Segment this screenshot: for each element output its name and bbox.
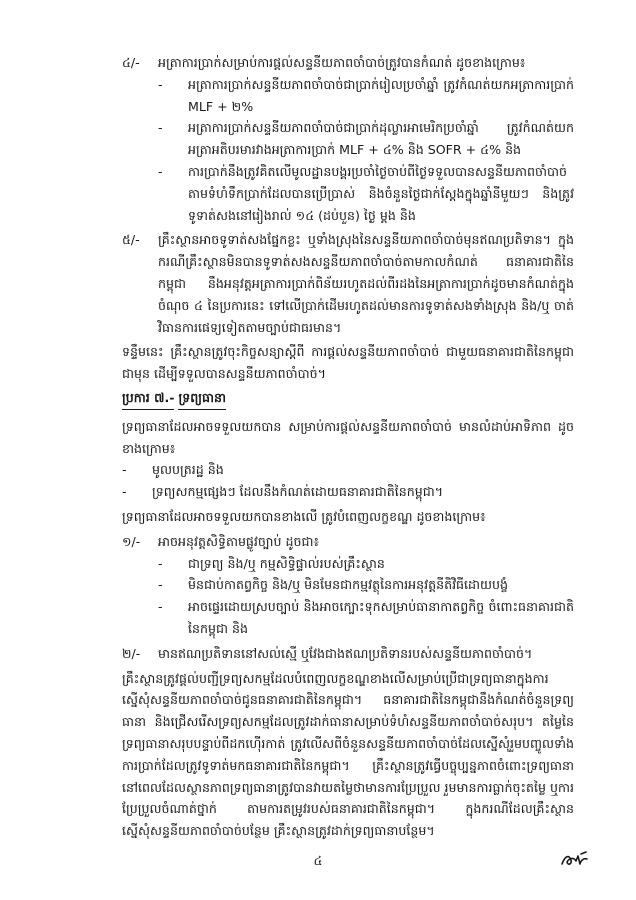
dash-bullet: - xyxy=(158,76,163,92)
section-label: ប្រការ ៧.- xyxy=(122,387,174,410)
paragraph: ទ្រព្យធានាដែលអាចទទួលយកបាន សម្រាប់ការផ្តល់សន្ទនីយភាពចាំបាច់ មានលំដាប់អាទិភាព ដូចខាងក្រោម៖ xyxy=(122,418,574,456)
section-heading xyxy=(122,387,574,410)
item-text: អាចអនុវត្តសិទ្ធិតាមផ្លូវច្បាប់ ដូចជា៖ xyxy=(158,533,319,549)
signature-icon xyxy=(560,848,590,870)
dash-bullet: - xyxy=(158,555,163,571)
paragraph: ទ្រព្យធានាដែលអាចទទួលយកបានខាងលើ ត្រូវបំពេញលក្ខខណ្ឌ ដូចខាងក្រោម៖ xyxy=(122,508,486,524)
dash-bullet: - xyxy=(122,462,127,478)
section-title: ទ្រព្យធានា xyxy=(178,387,225,410)
item-text: អត្រាការប្រាក់សម្រាប់ការផ្តល់សន្ទនីយភាពចាំបាច់ត្រូវបានកំណត់ ដូចខាងក្រោម៖ xyxy=(158,55,526,70)
item-4 xyxy=(122,52,574,74)
item-5 xyxy=(122,229,574,338)
list-item-text: ជាទ្រព្យ និង/ឬ កម្មសិទ្ធិផ្ទាល់របស់គ្រឹះស្ថាន xyxy=(188,555,385,571)
item-number: ១/- xyxy=(122,533,141,549)
condition-1 xyxy=(122,531,574,553)
list-item-text: អត្រាការប្រាក់សន្ទនីយភាពចាំបាច់ជាប្រាក់ដុល្លារអាមេរិកប្រចាំឆ្នាំ ត្រូវកំណត់យកអត្រាអតិបរមារវាងអត្រាការប្រាក់ MLF + ៤% និង SOFR + ៤% និង xyxy=(188,120,574,158)
dash-bullet: - xyxy=(122,484,127,500)
list-item xyxy=(122,459,574,481)
item-number: ៤/- xyxy=(122,55,140,70)
dash-bullet: - xyxy=(158,120,163,136)
list-item xyxy=(122,553,574,575)
dash-bullet: - xyxy=(158,163,163,179)
list-item xyxy=(122,74,574,118)
list-item-text: មូលបត្ររដ្ឋ និង xyxy=(152,462,224,478)
condition-2 xyxy=(122,643,574,665)
list-item xyxy=(122,117,574,161)
list-item xyxy=(122,596,574,640)
list-item-text: អត្រាការប្រាក់សន្ទនីយភាពចាំបាច់ជាប្រាក់រៀលប្រចាំឆ្នាំ ត្រូវកំណត់យកអត្រាការប្រាក់ MLF + ២% xyxy=(188,76,574,114)
list-item-text: អាចផ្ទេរដោយស្របច្បាប់ និងអាចក្បោះទុកសម្រាប់ធានាកាតព្វកិច្ច ចំពោះធនាគារជាតិនៃកម្ពុជា និង xyxy=(188,599,574,636)
list-item xyxy=(122,574,574,596)
page-number: ៤ xyxy=(313,853,323,868)
item-number: ៥/- xyxy=(122,232,140,248)
dash-bullet: - xyxy=(158,599,163,615)
list-item-text: ទ្រព្យសកម្មផ្សេងៗ ដែលនឹងកំណត់ដោយធនាគារជាតិនៃកម្ពុជា។ xyxy=(152,484,444,500)
item-text: គ្រឹះស្ថានអាចទូទាត់សងផ្នែកខ្លះ ឬទាំងស្រុងនៃសន្ទនីយភាពចាំបាច់មុនឥណប្រតិទាន។ ក្នុងករណីគ្រឹះស្ថានមិនបានទូទាត់សងសន្ទនីយភាពចាំបាច់តាមកាលកំណត់ ធនាគារជាតិនៃកម្ពុជា នឹងអនុវត្តអត្រាការប្រាក់ពិន័យរហូតដល់ពីរដងនៃអត្រាការប្រាក់ដូចមានកំណត់ក្នុងចំណុច ៤ នៃប្រការនេះ ទៅលើប្រាក់ដើមរហូតដល់មានការទូទាត់សងទាំងស្រុង និង/ឬ ចាត់វិធានការផេទ្យទៀតតាមច្បាប់ជាធរមាន។ xyxy=(158,232,574,335)
list-item-text: មិនជាប់កាតព្វកិច្ច និង/ឬ មិនមែនជាកម្មវត្ថុនៃការអនុវត្តនីតិវិធីដោយបង្ខំ xyxy=(188,577,509,593)
list-item xyxy=(122,161,574,226)
item-text: មានឥណប្រតិទាននៅសល់ស្មើ ឬវែងជាងឥណប្រតិទានរបស់សន្ទនីយភាពចាំបាច់។ xyxy=(158,645,533,661)
paragraph: គ្រឹះស្ថានត្រូវផ្តល់បញ្ជីទ្រព្យសកម្មដែលបំពេញលក្ខខណ្ឌខាងលើសម្រាប់ប្រើជាទ្រព្យធានាក្នុងការស្នើសុំសន្ទនីយភាពចាំបាច់ជូនធនាគារជាតិនៃកម្ពុជា។ ធនាគារជាតិនៃកម្ពុជានឹងកំណត់ចំនួនទ្រព្យធានា និងជ្រើសរើសទ្រព្យសកម្មដែលត្រូវដាក់ធានាសម្រាប់ទំហំសន្ទនីយភាពចាំបាច់សរុប។ តម្លៃនៃទ្រព្យធានាសរុបបន្ទាប់ពីដកហ៊ើរកាត់ ត្រូវលើសពីចំនួនសន្ទនីយភាពចាំបាច់ដែលស្នើសុំរួមបញ្ចូលទាំងការប្រាក់ដែលត្រូវទូទាត់មកធនាគារជាតិនៃកម្ពុជា។ គ្រឹះស្ថានត្រូវធ្វើបច្ចុប្បន្នភាពចំពោះទ្រព្យធានា នៅពេលដែលស្ថានភាពទ្រព្យធានាត្រូវបានវាយតម្លៃថាមានការប្រែប្រួល រួមមានការធ្លាក់ចុះតម្លៃ ឬការប្រែប្រួលចំណាត់ថ្នាក់ តាមការតម្រូវរបស់ធនាគារជាតិនៃកម្ពុជា។ ក្នុងករណីដែលគ្រឹះស្ថានស្នើសុំសន្ទនីយភាពចាំបាច់បន្ថែម គ្រឹះស្ថានត្រូវដាក់ទ្រព្យធានាបន្ថែម។ xyxy=(122,670,574,839)
list-item-text: ការប្រាក់នឹងត្រូវគិតលើមូលដ្ឋានបង្គរប្រចាំថ្ងៃចាប់ពីថ្ងៃទទួលបានសន្ទនីយភាពចាំបាច់ តាមទំហំទឹកប្រាក់ដែលបានប្រើប្រាស់ និងចំនួនថ្ងៃជាក់ស្តែងក្នុងឆ្នាំនីមួយៗ និងត្រូវទូទាត់សងនៅរៀងរាល់ ១៤ (ដប់បួន) ថ្ងៃ ម្តង និង xyxy=(188,163,574,223)
item-number: ២/- xyxy=(122,645,141,661)
list-item xyxy=(122,481,574,503)
paragraph: ទន្ទឹមនេះ គ្រឹះស្ថានត្រូវចុះកិច្ចសន្យាស្តីពី ការផ្តល់សន្ទនីយភាពចាំបាច់ ជាមួយធនាគារជាតិនៃកម្ពុជាជាមុន ដើម្បីទទួលបានសន្ទនីយភាពចាំបាច់។ xyxy=(122,344,574,382)
dash-bullet: - xyxy=(158,577,163,593)
